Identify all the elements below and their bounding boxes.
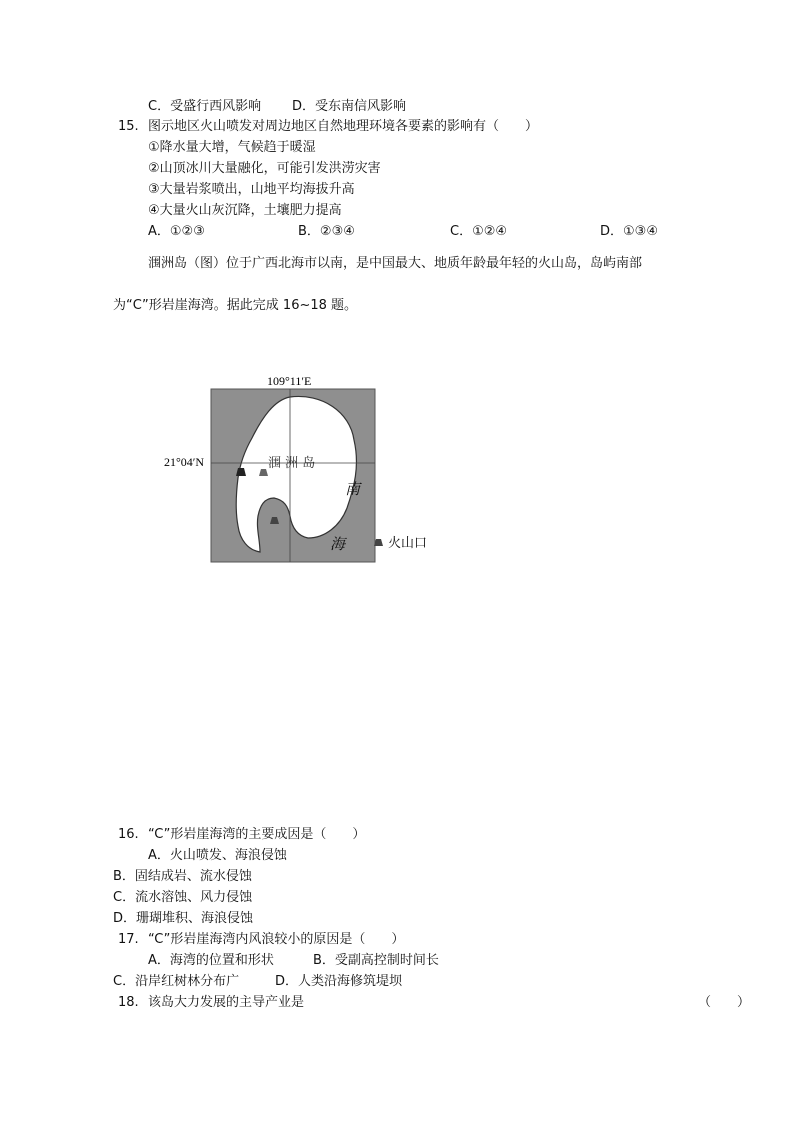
q16-option-a: A．火山喷发、海浪侵蚀 [148,848,287,863]
q15-option-a: A．①②③ [148,224,205,239]
q16-option-d: D．珊瑚堆积、海浪侵蚀 [113,911,254,926]
q16-number: 16. [118,827,139,842]
q16-option-c: C．流水溶蚀、风力侵蚀 [113,890,253,905]
q17-option-d: D．人类沿海修筑堤坝 [275,974,403,989]
intro-line-2: 为“C”形岩崖海湾。据此完成 16~18 题。 [113,298,358,313]
q15-item-1: ①降水量大增，气候趋于暖湿 [148,140,316,155]
q15-number: 15. [118,119,139,134]
q15-option-d: D．①③④ [600,224,658,239]
island-name-label: 涠 洲 岛 [268,456,316,471]
map-svg [160,368,460,568]
q15-item-2: ②山顶冰川大量融化，可能引发洪涝灾害 [148,161,381,176]
q17-number: 17. [118,932,139,947]
q14-option-c: C．受盛行西风影响 [148,99,262,114]
intro-line-1: 涠洲岛（图）位于广西北海市以南，是中国最大、地质年龄最年轻的火山岛，岛屿南部 [148,256,643,271]
q15-item-3: ③大量岩浆喷出，山地平均海拔升高 [148,182,355,197]
latitude-label: 21°04′N [164,455,205,469]
q17-option-c: C．沿岸红树林分布广 [113,974,240,989]
q15-stem: 图示地区火山喷发对周边地区自然地理环境各要素的影响有（ ） [148,119,539,134]
q15-option-b: B．②③④ [298,224,355,239]
q17-stem: “C”形岩崖海湾内风浪较小的原因是（ ） [148,932,405,947]
q15-item-4: ④大量火山灰沉降，土壤肥力提高 [148,203,342,218]
q18-number: 18. [118,995,139,1010]
q16-option-b: B．固结成岩、流水侵蚀 [113,869,252,884]
q17-option-a: A．海湾的位置和形状 [148,953,274,968]
q14-option-d: D．受东南信风影响 [292,99,407,114]
q18-stem: 该岛大力发展的主导产业是 [148,995,305,1010]
q18-answer-bracket: （ ） [698,995,751,1010]
q16-stem: “C”形岩崖海湾的主要成因是（ ） [148,827,366,842]
longitude-label: 109°11′E [267,374,312,388]
q15-option-c: C．①②④ [450,224,508,239]
legend-label: 火山口 [388,536,428,551]
q17-option-b: B．受副高控制时间长 [313,953,439,968]
sea-label-south: 南 [345,480,361,498]
weizhou-island-map [160,368,460,568]
sea-label-sea: 海 [330,535,346,553]
